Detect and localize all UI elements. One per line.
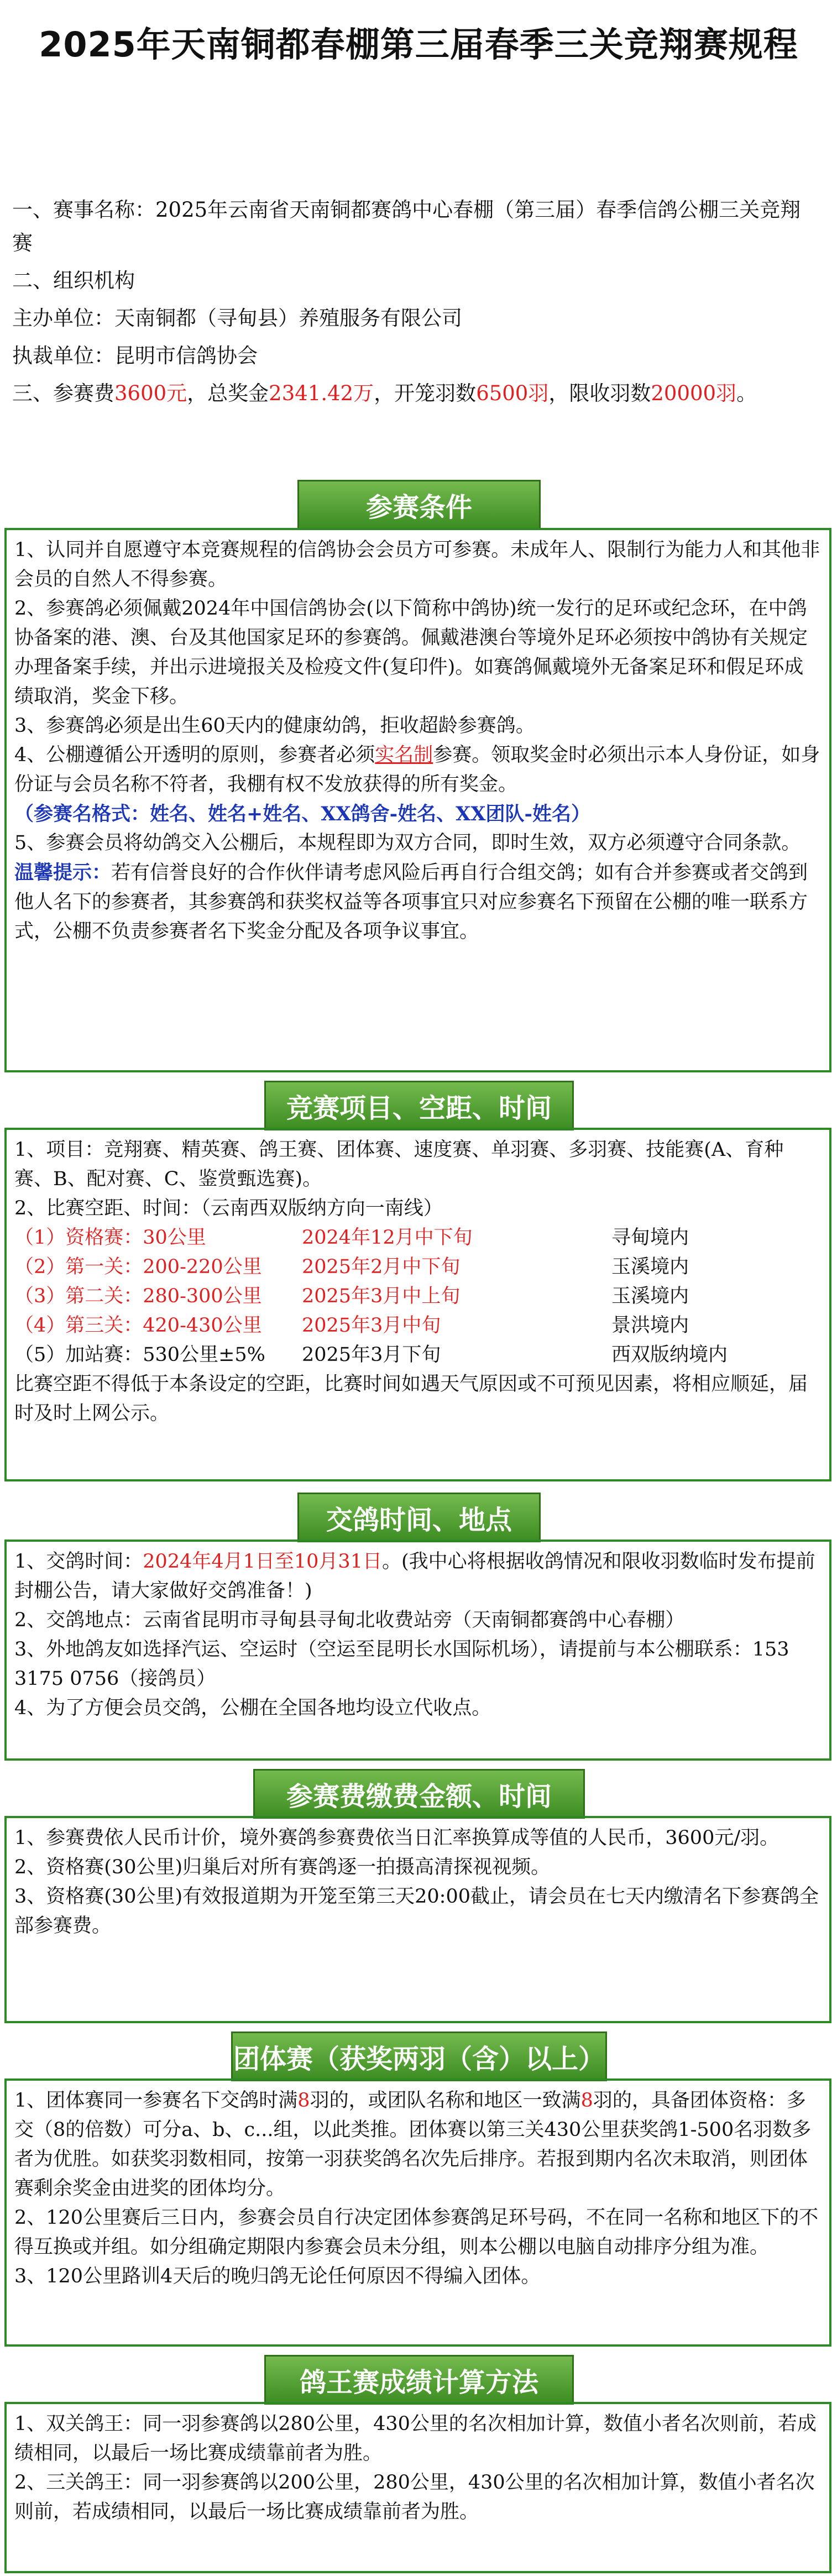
team-text: 1、团体赛同一参赛名下交鸽时满 (14, 2090, 298, 2112)
section-box-conditions (4, 528, 831, 1072)
section-box-king (4, 2402, 831, 2573)
entry-name-format: （参赛名格式：姓名、姓名+姓名、XX鸽舍-姓名、XX团队-姓名） (14, 803, 591, 825)
race-date: 2025年3月中旬 (302, 1315, 441, 1337)
prize-label: ，总奖金 (187, 381, 269, 405)
delivery-time-note: 。(我中心将根据收鸽情况和限收羽数临时发布提前封棚公告，请大家做好交鸽准备！) (14, 1551, 815, 1602)
team-text: 羽的，或团队名称和地区一致满 (310, 2090, 581, 2112)
delivery-time-label: 1、交鸽时间： (14, 1551, 143, 1573)
race-stage: （5）加站赛：530公里±5% (14, 1344, 265, 1366)
section-box-team (4, 2078, 831, 2347)
race-schedule (14, 1223, 822, 1370)
intro-organization: 二、组织机构 (12, 269, 135, 292)
open-value: 6500羽 (476, 381, 549, 405)
intro-block (12, 193, 819, 415)
race-stage: （2）第一关：200-220公里 (14, 1256, 262, 1278)
race-stage: （1）资格赛：30公里 (14, 1227, 206, 1249)
intro-fees (12, 377, 819, 410)
race-location: 玉溪境内 (611, 1285, 689, 1307)
fee-label: 三、参赛费 (12, 381, 114, 405)
warm-tip (14, 858, 822, 946)
king-item: 1、双关鸽王：同一羽参赛鸽以280公里，430公里的名次相加计算，数值小者名次则前，若成绩相同，以最后一场比赛成绩靠前者为胜。 (14, 2413, 817, 2464)
race-projects: 1、项目：竞翔赛、精英赛、鸽王赛、团体赛、速度赛、单羽赛、多羽赛、技能赛(A、育种赛、B、配对赛、C、鉴赏甄选赛)。 (14, 1139, 784, 1190)
section-banner-conditions: 参赛条件 (297, 480, 541, 530)
team-item: 3、120公里路训4天后的晚归鸽无论任何原因不得编入团体。 (14, 2265, 541, 2287)
section-box-races (4, 1128, 831, 1481)
race-date: 2025年2月中下旬 (302, 1256, 461, 1278)
section-banner-fees: 参赛费缴费金额、时间 (253, 1769, 585, 1819)
limit-value: 20000羽 (651, 381, 737, 405)
warm-tip-label: 温馨提示： (14, 861, 112, 884)
prize-value: 2341.42万 (269, 381, 374, 405)
section-banner-team: 团体赛（获奖两羽（含）以上） (231, 2032, 607, 2081)
king-item: 2、三关鸽王：同一羽参赛鸽以200公里，280公里，430公里的名次相加计算，数值小者名次则前，若成绩相同，以最后一场比赛成绩靠前者为胜。 (14, 2472, 815, 2523)
race-stage: （3）第二关：280-300公里 (14, 1285, 262, 1307)
race-date: 2024年12月中下旬 (302, 1227, 473, 1249)
limit-label: ，限收羽数 (548, 381, 651, 405)
team-count: 8 (580, 2090, 593, 2112)
condition-item: 2、参赛鸽必须佩戴2024年中国信鸽协会(以下简称中鸽协)统一发行的足环或纪念环，在中鸽协备案的港、澳、台及其他国家足环的参赛鸽。佩戴港澳台等境外足环必须按中鸽协有关规定办理备案手续，并出示进境报关及检疫文件(复印件)。如赛鸽佩戴境外无备案足环和假足环成绩取消，奖金下移。 (14, 598, 808, 708)
section-banner-races: 竞赛项目、空距、时间 (264, 1081, 574, 1130)
section-banner-delivery: 交鸽时间、地点 (297, 1493, 541, 1542)
race-date: 2025年3月下旬 (302, 1344, 441, 1366)
fee-value: 3600元 (114, 381, 187, 405)
team-item-1 (14, 2086, 822, 2203)
race-stage: （4）第三关：420-430公里 (14, 1315, 262, 1337)
fee-item: 1、参赛费依人民币计价，境外赛鸽参赛费依当日汇率换算成等值的人民币，3600元/羽。 (14, 1827, 780, 1849)
race-location: 寻甸境内 (611, 1227, 689, 1249)
open-label: ，开笼羽数 (374, 381, 477, 405)
race-location: 玉溪境内 (611, 1256, 689, 1278)
condition-4-text: 4、公棚遵循公开透明的原则，参赛者必须 (14, 744, 375, 766)
team-text: 羽的，具备团体资格：多交（8的倍数）可分a、b、c...组，以此类推。团体赛以第三关430公里获奖鸽1-500名羽数多者为优胜。如获奖羽数相同，按第一羽获奖鸽名次先后排序。若报到期内名次未取消，则团体赛剩余奖金由进奖的团体均分。 (14, 2090, 812, 2200)
condition-item-4 (14, 741, 822, 799)
race-note: 比赛空距不得低于本条设定的空距，比赛时间如遇天气原因或不可预见因素，将相应顺延，届时及时上网公示。 (14, 1373, 808, 1425)
condition-item: 3、参赛鸽必须是出生60天内的健康幼鸽，拒收超龄参赛鸽。 (14, 715, 535, 737)
condition-4-text-rest: 参赛。领取奖金时必须出示本人身份证，如身份证与会员名称不符者，我棚有权不发放获得的所有奖金。 (14, 744, 820, 795)
team-item: 2、120公里赛后三日内，参赛会员自行决定团体参赛鸽足环号码，不在同一名称和地区下的不得互换或并组。如分组确定期限内参赛会员未分组，则本公棚以电脑自动排序分组为准。 (14, 2207, 819, 2258)
section-box-delivery (4, 1540, 831, 1761)
section-box-fees (4, 1816, 831, 2023)
delivery-time-value: 2024年4月1日至10月31日 (143, 1551, 382, 1573)
delivery-agents: 4、为了方便会员交鸽，公棚在全国各地均设立代收点。 (14, 1697, 491, 1719)
team-count: 8 (297, 2090, 310, 2112)
page-title: 2025年天南铜都春棚第三届春季三关竞翔赛规程 (39, 24, 798, 65)
section-banner-king: 鸽王赛成绩计算方法 (264, 2355, 574, 2405)
real-name-emphasis: 实名制 (375, 744, 433, 766)
race-distance-heading: 2、比赛空距、时间：（云南西双版纳方向一南线） (14, 1197, 443, 1219)
warm-tip-text: 若有信誉良好的合作伙伴请考虑风险后再自行合组交鸽；如有合并参赛或者交鸽到他人名下的参赛者，其参赛鸽和获奖权益等各项事宜只对应参赛名下预留在公棚的唯一联系方式，公棚不负责参赛者名下奖金分配及各项争议事宜。 (14, 862, 808, 943)
race-date: 2025年3月中上旬 (302, 1285, 461, 1307)
delivery-contact: 3、外地鸽友如选择汽运、空运时（空运至昆明长水国际机场），请提前与本公棚联系：153 3175 0756（接鸽员） (14, 1638, 789, 1690)
fee-end: 。 (736, 381, 757, 405)
delivery-time (14, 1547, 822, 1606)
intro-host: 主办单位：天南铜都（寻甸县）养殖服务有限公司 (12, 306, 462, 330)
intro-event-name: 一、赛事名称：2025年云南省天南铜都赛鸽中心春棚（第三届）春季信鸽公棚三关竞翔赛 (12, 198, 801, 255)
fee-item: 3、资格赛(30公里)有效报道期为开笼至第三天20:00截止，请会员在七天内缴清名下参赛鸽全部参赛费。 (14, 1886, 819, 1937)
condition-item: 5、参赛会员将幼鸽交入公棚后，本规程即为双方合同，即时生效，双方必须遵守合同条款。 (14, 832, 801, 854)
race-location: 西双版纳境内 (611, 1344, 728, 1366)
intro-referee: 执裁单位：昆明市信鸽协会 (12, 344, 258, 368)
fee-item: 2、资格赛(30公里)归巢后对所有赛鸽逐一拍摄高清探视视频。 (14, 1856, 551, 1878)
condition-item: 1、认同并自愿遵守本竞赛规程的信鸽协会会员方可参赛。未成年人、限制行为能力人和其他非会员的自然人不得参赛。 (14, 539, 820, 590)
race-location: 景洪境内 (611, 1315, 689, 1337)
delivery-location: 2、交鸽地点：云南省昆明市寻甸县寻甸北收费站旁（天南铜都赛鸽中心春棚） (14, 1609, 685, 1631)
